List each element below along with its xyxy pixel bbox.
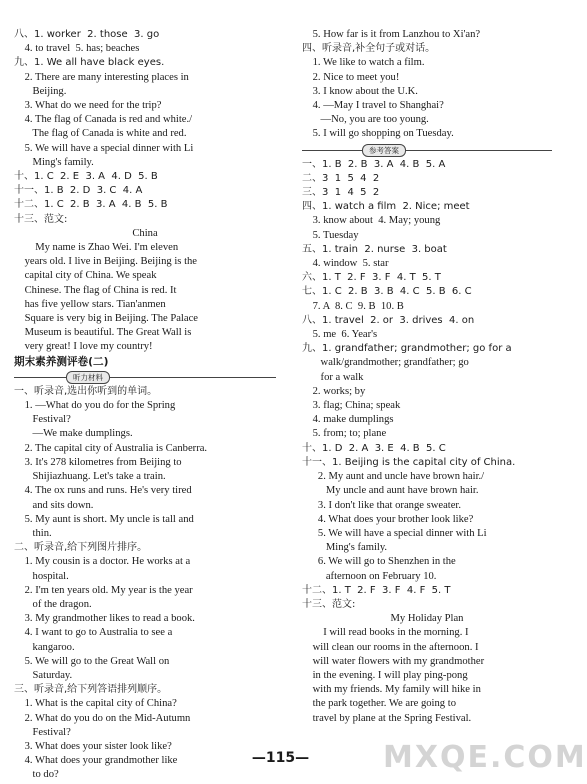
text-line: 五、1. train 2. nurse 3. boat [302,243,447,255]
text-line: 四、听录音,补全句子或对话。 [302,43,436,55]
text-line: 2. Nice to meet you! [302,71,400,83]
section-tag [302,143,552,157]
essay-title: My Holiday Plan [390,613,464,625]
text-line: the park together. We are going to [302,698,456,710]
text-line: 1. What is the capital city of China? [14,698,177,710]
text-line: 十一、1. B 2. D 3. C 4. A [14,185,143,197]
text-line: will water flowers with my grandmother [302,655,485,667]
text-line: 3. My grandmother likes to read a book. [14,613,195,625]
text-line: 2. What do you do on the Mid-Autumn [14,712,191,724]
text-line: capital city of China. We speak [14,270,157,282]
text-line: 3. flag; China; speak [302,400,401,412]
text-line: 九、1. We all have black eyes. [14,57,165,69]
watermark-logo: MXQE.COM [383,740,587,775]
text-line: 八、1. travel 2. or 3. drives 4. on [302,314,475,326]
text-line: —We make dumplings. [14,428,133,440]
text-line: years old. I live in Beijing. Beijing is the [14,256,198,268]
text-line: 3. I know about the U.K. [302,85,418,97]
text-line: travel by plane at the Spring Festival. [302,712,472,724]
section-tag-label: 参考答案 [362,144,406,157]
text-line: —No, you are too young. [302,114,429,126]
text-line: 5. from; to; plane [302,428,387,440]
text-line: 十一、1. Beijing is the capital city of China. [302,456,516,468]
text-line: I will read books in the morning. I [302,627,469,639]
text-line: 3. I don't like that orange sweater. [302,499,462,511]
text-line: 3. What do we need for the trip? [14,100,162,112]
text-line: has five yellow stars. Tian'anmen [14,298,166,310]
text-line: 4. to travel 5. has; beaches [14,43,140,55]
text-line: 1. —What do you do for the Spring [14,400,176,412]
text-line: 5. I will go shopping on Tuesday. [302,128,454,140]
divider [302,150,552,151]
text-line: Museum is beautiful. The Great Wall is [14,327,192,339]
text-line: 2. works; by [302,385,366,397]
text-line: walk/grandmother; grandfather; go [302,357,469,369]
text-line: and sits down. [14,499,94,511]
text-line: with my friends. My family will hike in [302,684,481,696]
text-line: 七、1. C 2. B 3. B 4. C 5. B 6. C [302,286,472,298]
text-line: afternoon on February 10. [302,570,437,582]
text-line: will clean our rooms in the afternoon. I [302,641,479,653]
text-line: very great! I love my country! [14,341,153,353]
text-line: 1. We like to watch a film. [302,57,425,69]
text-line: 十二、1. C 2. B 3. A 4. B 5. B [14,199,168,211]
text-line: 四、1. watch a film 2. Nice; meet [302,201,470,213]
page-number: —115— [251,750,310,766]
text-line: The flag of Canada is white and red. [14,128,187,140]
text-line: 4. The flag of Canada is red and white./ [14,114,193,126]
text-line: 4. I want to go to Australia to see a [14,627,173,639]
text-line: 5. We will have a special dinner with Li [14,142,194,154]
section-heading: 期末素养测评卷(二) [14,355,109,368]
text-line: My uncle and aunt have brown hair. [302,485,479,497]
text-line: 3. know about 4. May; young [302,215,441,227]
text-line: 5. How far is it from Lanzhou to Xi'an? [302,29,481,40]
text-line: 2. There are many interesting places in [14,71,189,83]
text-line: thin. [14,527,52,539]
text-line: 2. The capital city of Australia is Canberra. [14,442,208,454]
text-line: 2. My aunt and uncle have brown hair./ [302,471,485,483]
text-line: 八、1. worker 2. those 3. go [14,29,160,40]
text-line: 2. I'm ten years old. My year is the year [14,584,193,596]
left-column [14,28,276,783]
text-line: 九、1. grandfather; grandmother; go for a [302,343,512,355]
text-line: 一、听录音,选出你听到的单词。 [14,385,158,397]
text-line: hospital. [14,570,69,582]
text-line: 5. me 6. Year's [302,329,378,341]
text-line: 三、听录音,给下列答语排列顺序。 [14,684,168,696]
text-line: 二、3 1 5 4 2 [302,172,380,184]
section-tag [14,370,276,384]
text-line: 六、1. T 2. F 3. F 4. T 5. T [302,272,441,284]
text-line: 6. We will go to Shenzhen in the [302,556,456,568]
text-line: Beijing. [14,85,67,97]
divider [14,377,276,378]
text-line: 5. Tuesday [302,229,359,241]
text-line: 4. What does your brother look like? [302,513,474,525]
text-line: 7. A 8. C 9. B 10. B [302,300,404,312]
text-line: of the dragon. [14,598,92,610]
text-line: 十二、1. T 2. F 3. F 4. F 5. T [302,584,451,596]
text-line: to do? [14,769,59,781]
text-line: 3. It's 278 kilometres from Beijing to [14,456,182,468]
text-line: 5. We will have a special dinner with Li [302,527,487,539]
text-line: Festival? [14,726,71,738]
text-line: 十、1. C 2. E 3. A 4. D 5. B [14,171,158,183]
text-line: Festival? [14,414,71,426]
text-line: 十三、范文: [14,213,68,225]
right-column [302,28,552,726]
text-line: 5. My aunt is short. My uncle is tall and [14,513,194,525]
text-line: 三、3 1 4 5 2 [302,187,380,199]
text-line: 十三、范文: [302,598,356,610]
text-line: Saturday. [14,669,73,681]
text-line: 4. window 5. star [302,258,389,270]
essay-title: China [132,227,158,239]
text-line: in the evening. I will play ping-pong [302,669,468,681]
text-line: Ming's family. [14,156,94,168]
text-line: Chinese. The flag of China is red. It [14,284,177,296]
text-line: 4. make dumplings [302,414,394,426]
text-line: Shijiazhuang. Let's take a train. [14,471,166,483]
text-line: 5. We will go to the Great Wall on [14,655,170,667]
text-line: 1. My cousin is a doctor. He works at a [14,556,191,568]
text-line: 一、1. B 2. B 3. A 4. B 5. A [302,158,446,170]
text-line: 4. —May I travel to Shanghai? [302,100,444,112]
text-line: Square is very big in Beijing. The Palace [14,313,198,325]
section-tag-label: 听力材料 [66,371,110,384]
text-line: for a walk [302,371,364,383]
text-line: Ming's family. [302,542,388,554]
text-line: 二、听录音,给下列图片排序。 [14,542,148,554]
text-line: 4. The ox runs and runs. He's very tired [14,485,192,497]
text-line: 3. What does your sister look like? [14,740,172,752]
text-line: 十、1. D 2. A 3. E 4. B 5. C [302,442,446,454]
text-line: kangaroo. [14,641,75,653]
text-line: 4. What does your grandmother like [14,755,178,767]
text-line: My name is Zhao Wei. I'm eleven [14,242,179,254]
